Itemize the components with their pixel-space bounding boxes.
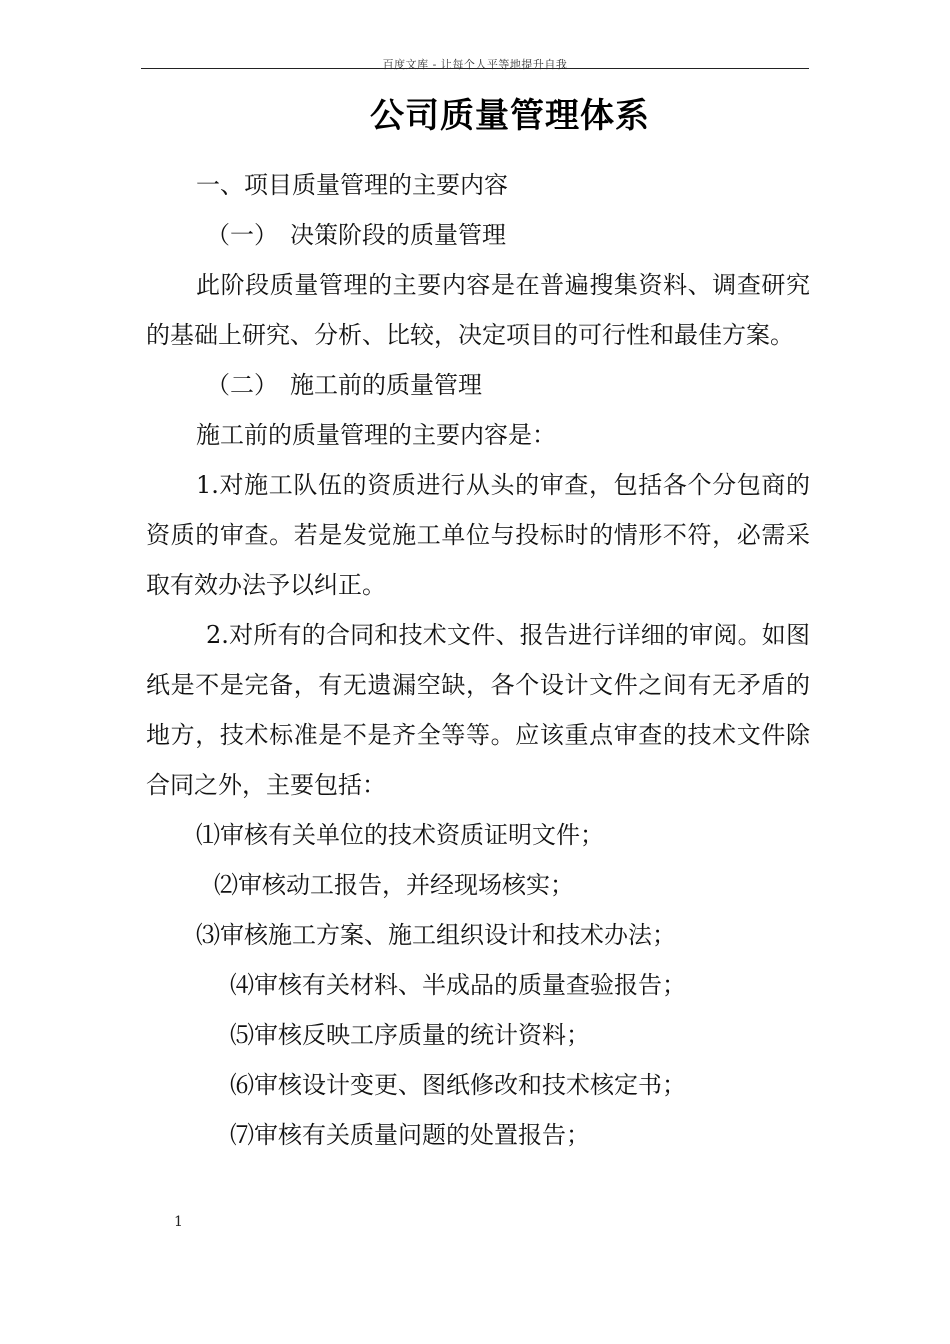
list-item: ⑶审核施工方案、施工组织设计和技术办法； <box>196 921 676 949</box>
list-item: ⑴审核有关单位的技术资质证明文件； <box>196 821 604 849</box>
list-item: ⑺审核有关质量问题的处置报告； <box>230 1121 590 1149</box>
subsection-heading: （二） 施工前的质量管理 <box>206 371 482 399</box>
list-item: ⑹审核设计变更、图纸修改和技术核定书； <box>230 1071 686 1099</box>
document-body <box>146 160 810 1160</box>
paragraph: 2.对所有的合同和技术文件、报告进行详细的审阅。如图纸是不是完备，有无遗漏空缺，各个设计文件之间有无矛盾的地方，技术标准是不是齐全等等。应该重点审查的技术文件除合同之外，主要包括： <box>146 621 810 799</box>
list-item: ⑵审核动工报告，并经现场核实； <box>214 871 574 899</box>
paragraph: 此阶段质量管理的主要内容是在普遍搜集资料、调查研究的基础上研究、分析、比较，决定项目的可行性和最佳方案。 <box>146 271 810 349</box>
subsection-heading: （一） 决策阶段的质量管理 <box>206 221 506 249</box>
header-divider <box>141 68 809 69</box>
section-heading: 一、项目质量管理的主要内容 <box>196 171 508 199</box>
paragraph: 1.对施工队伍的资质进行从头的审查，包括各个分包商的资质的审查。若是发觉施工单位与投标时的情形不符，必需采取有效办法予以纠正。 <box>146 471 810 599</box>
page-number: 1 <box>174 1214 183 1230</box>
list-item: ⑸审核反映工序质量的统计资料； <box>230 1021 590 1049</box>
document-title: 公司质量管理体系 <box>370 96 650 136</box>
paragraph: 施工前的质量管理的主要内容是： <box>196 421 556 449</box>
list-item: ⑷审核有关材料、半成品的质量查验报告； <box>230 971 686 999</box>
page-header-text: 百度文库 - 让每个人平等地提升自我 <box>382 58 568 71</box>
